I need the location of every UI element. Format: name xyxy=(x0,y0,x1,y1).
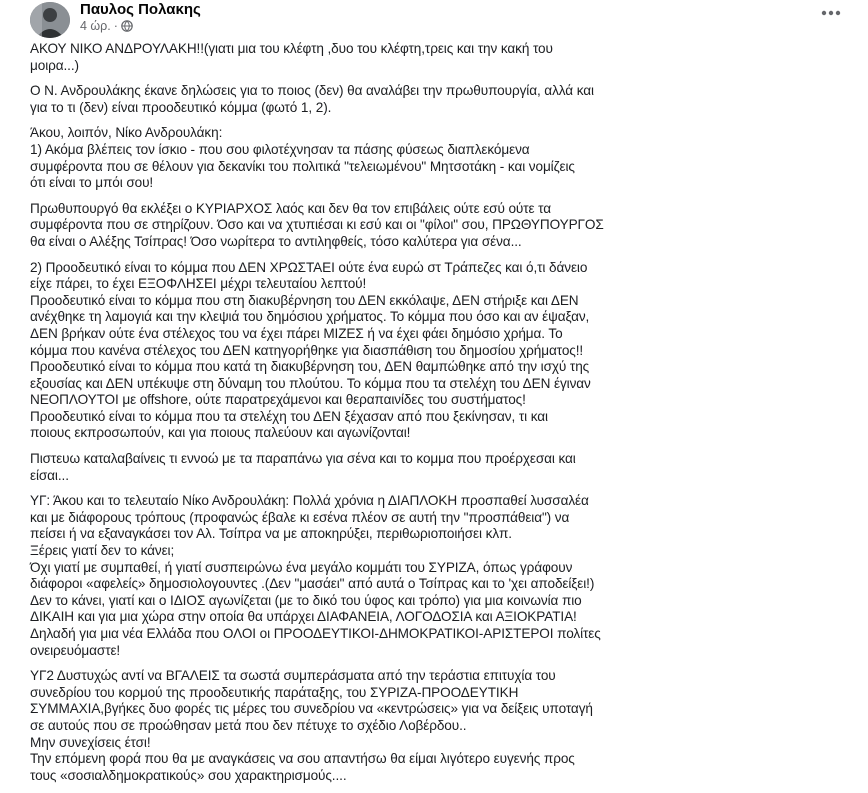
text-line: σε αυτούς που σε προώθησαν μετά που δεν πέτυχε το σχέδιο Λοβέρδου.. xyxy=(30,717,467,733)
post-time[interactable]: 4 ώρ. xyxy=(80,19,111,33)
text-line: διάφοροι «αφελείς» δημοσιολογουντες .(Δεν "μασάει" από αυτά ο Τσίπρας και το 'χει αποδείξει!) xyxy=(30,576,595,592)
text-line: Όχι γιατί με συμπαθεί, ή γιατί συσπειρώνω ένα μεγάλο κομμάτι του ΣΥΡΙΖΑ, όπως γράφουν xyxy=(30,559,573,575)
text-line: μοιρα...) xyxy=(30,57,79,73)
text-line: συμφέροντα που σε στηρίζουν. Όσο και να χτυπιέσαι κι εσύ και οι "φίλοι" σου, ΠΡΩΘΥΠΟΥΡΓΟΣ xyxy=(30,217,604,233)
post-paragraph xyxy=(30,260,860,443)
text-line: για το τι (δεν) είναι προοδευτικό κόμμα (φωτό 1, 2). xyxy=(30,99,332,115)
text-line: ποιους εκπροσωπούν, και για ποιους παλεύουν και αγωνίζονται! xyxy=(30,425,411,441)
text-line: ονειρευόμαστε! xyxy=(30,642,121,658)
text-line: ΣΥΜΜΑΧΙΑ,βγήκες δυο φορές τις μέρες του συνεδρίου να «κεντρώσεις» για να δείξεις υποταγή xyxy=(30,701,593,717)
text-line: Ξέρεις γιατί δεν το κάνει; xyxy=(30,543,175,559)
post-meta xyxy=(80,19,133,35)
text-line: Την επόμενη φορά που θα με αναγκάσεις να σου απαντήσω θα είμαι λιγότερο ευγενής προς xyxy=(30,751,575,767)
text-line: 1) Ακόμα βλέπεις τον ίσκιο - που σου φιλοτέχνησαν τα πάσης φύσεως διαπλεκόμενα xyxy=(30,141,530,157)
post-paragraph xyxy=(30,493,860,659)
text-line: συμφέροντα που σε θέλουν για δεκανίκι του πολιτικά "τελειωμένου" Μητσοτάκη - και νομίζεις xyxy=(30,158,575,174)
text-line: 2) Προοδευτικό είναι το κόμμα που ΔΕΝ ΧΡΩΣΤΑΕΙ ούτε ένα ευρώ στ Τράπεζες και ό,τι δάνειο xyxy=(30,259,588,275)
text-line: είσαι... xyxy=(30,467,69,483)
text-line: ΝΕΟΠΛΟΥΤΟΙ με offshore, ούτε παρατρεχάμενοι και θεραπαινίδες του συστήματος! xyxy=(30,392,526,408)
text-line: Προοδευτικό είναι το κόμμα που τα στελέχη του ΔΕΝ ξέχασαν από που ξεκίνησαν, τι και xyxy=(30,408,548,424)
text-line: ΔΕΝ βρήκαν ούτε ένα στέλεχος του να έχει πάρει ΜΙΖΕΣ ή να έχει φάει δημόσιο χρήμα. Το xyxy=(30,325,563,341)
text-line: ότι είναι το μπόι σου! xyxy=(30,175,154,191)
profile-photo-icon xyxy=(30,2,70,38)
post-paragraph xyxy=(30,41,860,74)
avatar[interactable] xyxy=(30,2,70,38)
post-paragraph xyxy=(30,125,860,191)
author-name[interactable]: Παυλος Πολακης xyxy=(80,1,201,18)
text-line: Δεν το κάνει, γιατί και ο ΙΔΙΟΣ αγωνίζεται (με το δικό του ύφος και τρόπο) για μια κοινωνία πιο xyxy=(30,592,582,608)
text-line: Πρωθυπουργό θα εκλέξει ο ΚΥΡΙΑΡΧΟΣ λαός και δεν θα τον επιβάλεις ούτε εσύ ούτε τα xyxy=(30,200,552,216)
globe-icon[interactable] xyxy=(121,20,133,35)
text-line: Προοδευτικό είναι το κόμμα που κατά τη διακυβέρνηση του, ΔΕΝ θαμπώθηκε από την ισχύ της xyxy=(30,359,590,375)
text-line: συνεδρίου του κορμού της προοδευτικής παράταξης, του ΣΥΡΙΖΑ-ΠΡΟΟΔΕΥΤΙΚΗ xyxy=(30,684,519,700)
text-line: ΑΚΟΥ ΝΙΚΟ ΑΝΔΡΟΥΛΑΚΗ!!(γιατι μια του κλέφτη ,δυο του κλέφτη,τρεις και την κακή του xyxy=(30,41,553,56)
text-line: είχε πάρει, το έχει ΕΞΟΦΛΗΣΕΙ μέχρι τελευταίου λεπτού! xyxy=(30,276,367,292)
text-line: και με διάφορους τρόπους (προφανώς έβαλε κι εσένα πλέον σε αυτή την "προσπάθεια") να xyxy=(30,509,570,525)
post-text xyxy=(30,41,860,793)
text-line: Ο Ν. Ανδρουλάκης έκανε δηλώσεις για το ποιος (δεν) θα αναλάβει την πρωθυπουργία, αλλά και xyxy=(30,83,594,99)
text-line: πείσει ή να εξαναγκάσει τον Αλ. Τσίπρα να με αποκηρύξει, περιθωριοποιήσει κλπ. xyxy=(30,526,512,542)
post-header xyxy=(30,0,868,40)
text-line: Μην συνεχίσεις έτσι! xyxy=(30,734,151,750)
post-paragraph xyxy=(30,83,860,116)
text-line: Δηλαδή για μια νέα Ελλάδα που ΟΛΟΙ οι ΠΡΟΟΔΕΥΤΙΚΟΙ-ΔΗΜΟΚΡΑΤΙΚΟΙ-ΑΡΙΣΤΕΡΟΙ πολίτες xyxy=(30,626,601,641)
more-options-icon[interactable] xyxy=(818,6,844,20)
post-paragraph xyxy=(30,668,860,784)
text-line: Πιστευω καταλαβαίνεις τι εννοώ με τα παραπάνω για σένα και το κομμα που προέρχεσαι και xyxy=(30,451,576,467)
text-line: ΥΓ2 Δυστυχώς αντί να ΒΓΑΛΕΙΣ τα σωστά συμπεράσματα από την τεράστια επιτυχία του xyxy=(30,668,556,684)
text-line: θα είναι ο Αλέξης Τσίπρας! Όσο νωρίτερα το αντιληφθείς, τόσο καλύτερα για σένα... xyxy=(30,233,522,249)
text-line: Άκου, λοιπόν, Νίκο Ανδρουλάκη: xyxy=(30,125,223,141)
text-line: ΔΙΚΑΙΗ και για μια χώρα στην οποία θα υπάρχει ΔΙΑΦΑΝΕΙΑ, ΛΟΓΟΔΟΣΙΑ και ΑΞΙΟΚΡΑΤΙΑ! xyxy=(30,609,577,625)
text-line: Προοδευτικό είναι το κόμμα που στη διακυβέρνηση του ΔΕΝ εκκόλαψε, ΔΕΝ στήριξε και ΔΕΝ xyxy=(30,292,579,308)
text-line: ΥΓ: Άκου και το τελευταίο Νίκο Ανδρουλάκη: Πολλά χρόνια η ΔΙΑΠΛΟΚΗ προσπαθεί λυσσαλέα xyxy=(30,493,589,509)
text-line: εξουσίας και ΔΕΝ υπέκυψε στη δύναμη του πλούτου. Το κόμμα που τα στελέχη του ΔΕΝ έγιναν xyxy=(30,375,591,391)
text-line: ανέχθηκε τη λαμογιά και την κλεψιά του δημόσιου χρήματος. Το κόμμα που όσο και αν έψαξαν, xyxy=(30,309,590,325)
text-line: κόμμα που κανένα στέλεχος του ΔΕΝ κατηγορήθηκε για διασπάθιση του δημοσίου χρήματος!! xyxy=(30,342,584,358)
post-paragraph xyxy=(30,451,860,484)
meta-separator: · xyxy=(113,19,118,33)
post-paragraph xyxy=(30,201,860,251)
text-line: τους «σοσιαλδημοκρατικούς» σου χαρακτηρισμούς.... xyxy=(30,767,347,783)
